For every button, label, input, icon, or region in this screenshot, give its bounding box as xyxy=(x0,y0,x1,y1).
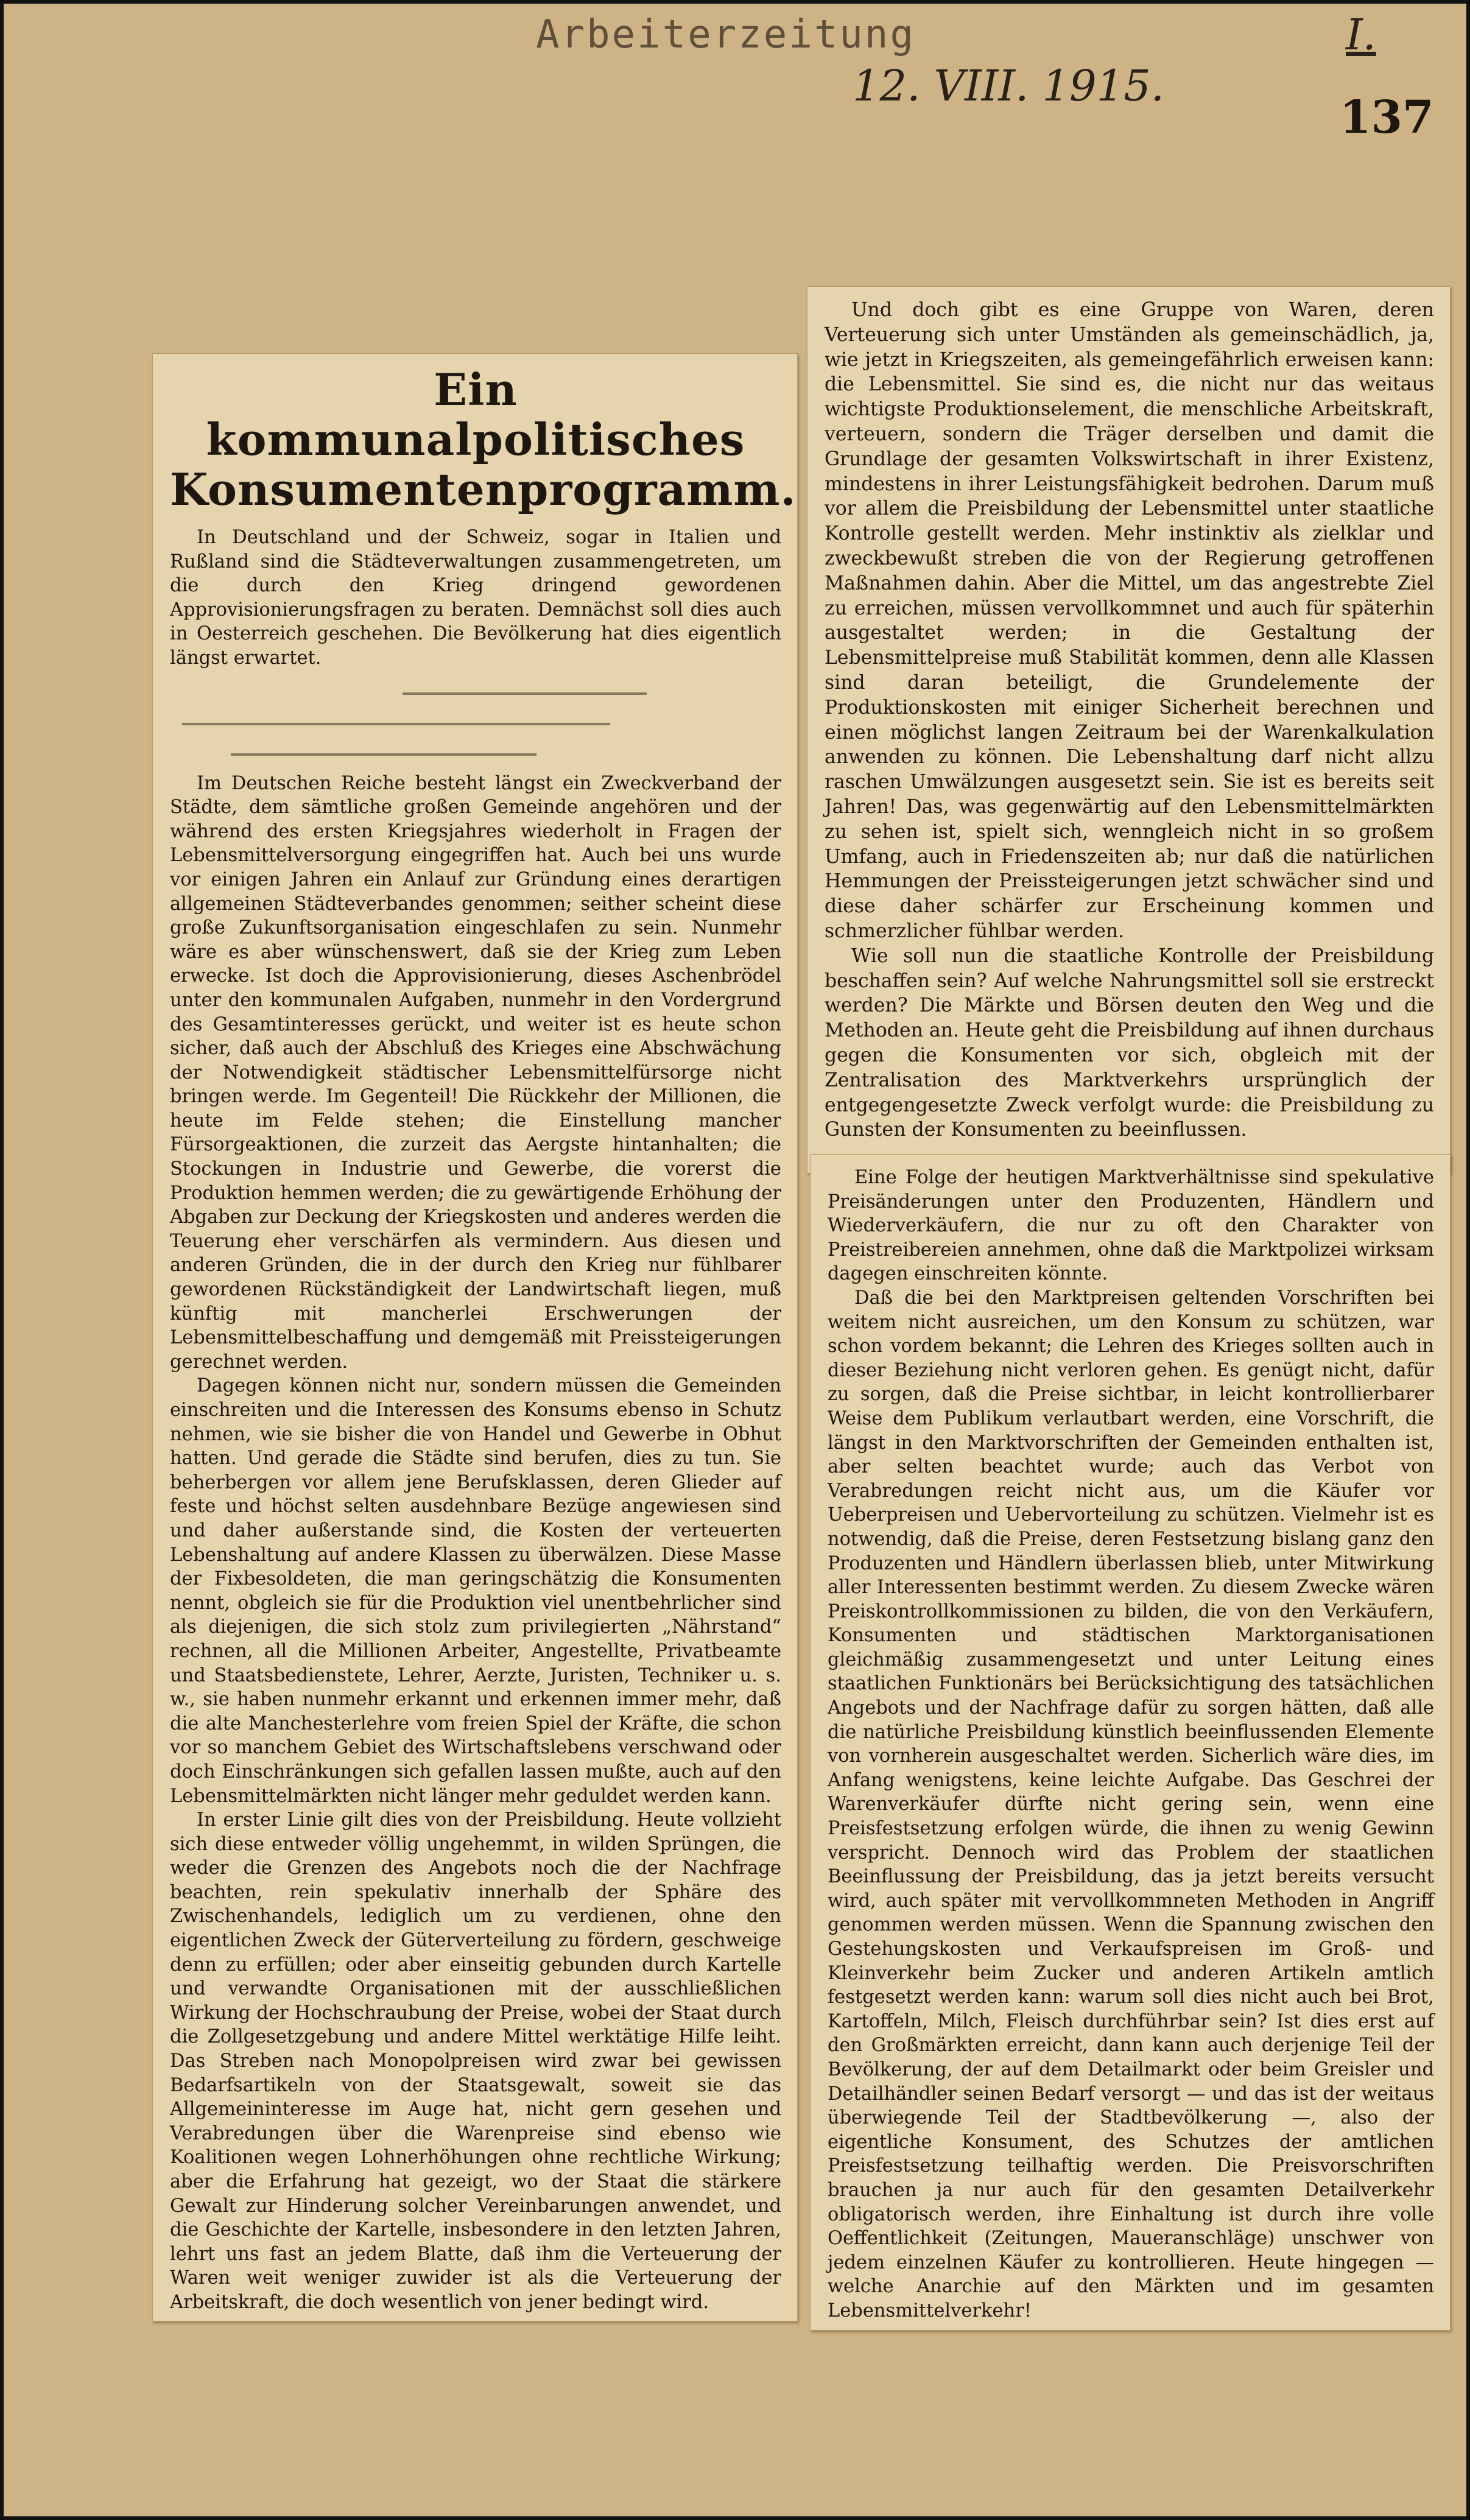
page-number: 137 xyxy=(1340,91,1434,144)
paragraph-right-4: Daß die bei den Marktpreisen geltenden Vorschriften bei weitem nicht ausreichen, um den Konsum zu schützen, war schon vordem bekannt; die Lehren des Krieges sollten auch in dieser Beziehung nicht verloren gehen. Es genügt nicht, dafür zu sorgen, daß die Preise sichtbar, in leicht kontrollierbarer Weise dem Publikum verlautbart werden, eine Vorschrift, die längst in den Marktvorschriften der Gemeinden enthalten ist, aber selten beachtet wurde; auch das Verbot von Verabredungen reicht nicht aus, um die Käufer vor Ueberpreisen und Uebervorteilung zu schützen. Vielmehr ist es notwendig, daß die Preise, deren Festsetzung bislang ganz den Produzenten und Händlern überlassen blieb, unter Mitwirkung aller Interessenten bestimmt werden. Zu diesem Zwecke wären Preiskontrollkommissionen zu bilden, die von den Verkäufern, Konsumenten und städtischen Marktorganisationen gleichmäßig zusammengesetzt und unter Leitung eines staatlichen Funktionärs bei Berücksichtigung des tatsächlichen Angebots und der Nachfrage dafür zu sorgen hätten, daß alle die natürliche Preisbildung künstlich beeinflussenden Elemente von vornherein ausgeschaltet werden. Sicherlich wäre dies, im Anfang wenigstens, keine leichte Aufgabe. Das Geschrei der Warenverkäufer dürfte nicht gering sein, wenn eine Preisfestsetzung erfolgen würde, die ihnen zu wenig Gewinn verspricht. Dennoch wird das Problem der staatlichen Beeinflussung der Preisbildung, das ja jetzt bereits versucht wird, auch später mit vervollkommneten Methoden in Angriff genommen werden müssen. Wenn die Spannung zwischen den Gestehungskosten und Verkaufspreisen im Groß- und Kleinverkehr beim Zucker und anderen Artikeln amtlich festgesetzt werden kann: warum soll dies nicht auch bei Brot, Kartoffeln, Milch, Fleisch durchführbar sein? Ist dies erst auf den Großmärkten erreicht, dann kann auch derjenige Teil der Bevölkerung, der auf dem Detailmarkt oder beim Greisler und Detailhändler seinen Bedarf versorgt — und das ist der weitaus überwiegende Teil der Stadtbevölkerung —, also der eigentliche Konsument, des Schutzes der amtlichen Preisfestsetzung teilhaftig werden. Die Preisvorschriften brauchen ja nur auch für den gesamten Detailverkehr obligatorisch werden, ihre Einhaltung ist durch ihre volle Oeffentlichkeit (Zeitungen, Maueranschläge) unschwer von jedem einzelnen Käufer zu kontrollieren. Heute hingegen — welche Anarchie auf den Märkten und im gesamten Lebensmittelverkehr! xyxy=(828,1287,1434,2321)
paragraph-left-4: In erster Linie gilt dies von der Preisbildung. Heute vollzieht sich diese entweder völlig ungehemmt, in wilden Sprüngen, die weder die Grenzen des Angebots noch die der Nachfrage beachten, rein spekulativ innerhalb der Sphäre des Zwischenhandels, lediglich um zu verdienen, ohne den eigentlichen Zweck der Güterverteilung zu fördern, geschweige denn zu erfüllen; oder aber einseitig gebunden durch Kartelle und verwandte Organisationen mit der ausschließlichen Wirkung der Hochschraubung der Preise, wobei der Staat durch die Zollgesetzgebung und andere Mittel werktätige Hilfe leiht. Das Streben nach Monopolpreisen wird zwar bei gewissen Bedarfsartikeln von der Staatsgewalt, soweit sie das Allgemeininteresse im Auge hat, nicht gern gesehen und Verabredungen über die Warenpreise sind ebenso wie Koalitionen wegen Lohnerhöhungen ohne rechtliche Wirkung; aber die Erfahrung hat gezeigt, wo der Staat die stärkere Gewalt zur Hinderung solcher Vereinbarungen anwendet, und die Geschichte der Kartelle, insbesondere in den letzten Jahren, lehrt uns fast an jedem Blatte, daß ihm die Verteuerung der Waren weit weniger zuwider ist als die Verteuerung der Arbeitskraft, die doch wesentlich von jener bedingt wird. xyxy=(170,1809,781,2313)
paragraph-left-1: In Deutschland und der Schweiz, sogar in Italien und Rußland sind die Städteverwaltungen zusammengetreten, um die durch den Krieg dringend gewordenen Approvisionierungsfragen zu beraten. Demnächst soll dies auch in Oesterreich geschehen. Die Bevölkerung hat dies eigentlich längst erwartet. xyxy=(170,527,781,669)
clipping-right-bottom xyxy=(810,1154,1451,2331)
censored-blank xyxy=(170,674,781,766)
paragraph-right-3: Eine Folge der heutigen Marktverhältnisse sind spekulative Preisänderungen unter den Produzenten, Händlern und Wiederverkäufern, die nur zu oft den Charakter von Preistreibereien annehmen, ohne daß die Marktpolizei wirksam dagegen einschreiten könnte. xyxy=(828,1167,1434,1285)
clipping-left-column xyxy=(152,353,798,2321)
paragraph-right-1: Und doch gibt es eine Gruppe von Waren, deren Verteuerung sich unter Umständen als gemeinschädlich, ja, wie jetzt in Kriegszeiten, als gemeingefährlich erweisen kann: die Lebensmittel. Sie sind es, die nicht nur das weitaus wichtigste Produktionselement, die menschliche Arbeitskraft, verteuern, sondern die Träger derselben und damit die Grundlage der gesamten Volkswirtschaft in ihrer Existenz, mindestens in ihrer Leistungsfähigkeit bedrohen. Darum muß vor allem die Preisbildung der Lebensmittel unter staatliche Kontrolle gestellt werden. Mehr instinktiv als zielklar und zweckbewußt streben die von der Regierung getroffenen Maßnahmen dahin. Aber die Mittel, um das angestrebte Ziel zu erreichen, müssen vervollkommnet und auch für späterhin ausgestaltet werden; in die Gestaltung der Lebensmittelpreise muß Stabilität kommen, denn alle Klassen sind daran beteiligt, die Grundelemente der Produktionskosten mit einiger Sicherheit berechnen und einen möglichst langen Zeitraum bei der Warenkalkulation anwenden zu können. Die Lebenshaltung darf nicht allzu raschen Umwälzungen ausgesetzt sein. Sie ist es bereits seit Jahren! Das, was gegenwärtig auf den Lebensmittelmärkten zu sehen ist, spielt sich, wenngleich nicht in so großem Umfang, auch in Friedenszeiten ab; nur daß die natürlichen Hemmungen der Preissteigerungen jetzt schwächer sind und diese daher schärfer zur Erscheinung kommen und schmerzlicher fühlbar werden. xyxy=(825,299,1434,942)
paragraph-left-2: Im Deutschen Reiche besteht längst ein Zweckverband der Städte, dem sämtliche großen Gemeinde angehören und der während des ersten Kriegsjahres wiederholt in Fragen der Lebensmittelversorgung eingegriffen hat. Auch bei uns wurde vor einigen Jahren ein Anlauf zur Gründung eines derartigen allgemeinen Städteverbandes genommen; seither scheint diese große Zukunftsorganisation eingeschlafen zu sein. Nunmehr wäre es aber wünschenswert, daß sie der Krieg zum Leben erwecke. Ist doch die Approvisionierung, dieses Aschenbrödel unter den kommunalen Aufgaben, nunmehr in den Vordergrund des Gesamtinteresses gerückt, und weiter ist es heute schon sicher, daß auch der Abschluß des Krieges eine Abschwächung der Notwendigkeit städtischer Lebensmittelfürsorge nicht bringen werde. Im Gegenteil! Die Rückkehr der Millionen, die heute im Felde stehen; die Einstellung mancher Fürsorgeaktionen, die zurzeit das Aergste hintanhalten; die Stockungen in Industrie und Gewerbe, die vorerst die Produktion hemmen werden; die zu gewärtigende Erhöhung der Abgaben zur Deckung der Kriegskosten und anderes werden die Teuerung eher verschärfen als vermindern. Aus diesen und anderen Gründen, die in der durch den Krieg nur fühlbarer gewordenen Rückständigkeit der Landwirtschaft liegen, muß künftig mit mancherlei Erschwerungen der Lebensmittelbeschaffung und demgemäß mit Preissteigerungen gerechnet werden. xyxy=(170,772,781,1373)
handwritten-date: 12. VIII. 1915. xyxy=(853,61,1164,111)
paragraph-right-2: Wie soll nun die staatliche Kontrolle der Preisbildung beschaffen sein? Auf welche Nahrungsmittel soll sie erstreckt werden? Die Märkte und Börsen deuten den Weg und die Methoden an. Heute geht die Preisbildung auf ihnen durchaus gegen die Konsumenten vor sich, obgleich mit der Zentralisation des Marktverkehrs ursprünglich der entgegengesetzte Zweck verfolgt wurde: die Preisbildung zu Gunsten der Konsumenten zu beeinflussen. xyxy=(825,945,1434,1141)
paragraph-left-3: Dagegen können nicht nur, sondern müssen die Gemeinden einschreiten und die Interessen des Konsums ebenso in Schutz nehmen, wie sie bisher die von Handel und Gewerbe in Obhut hatten. Und gerade die Städte sind berufen, dies zu tun. Sie beherbergen vor allem jene Berufsklassen, deren Glieder auf feste und höchst selten ausdehnbare Bezüge angewiesen sind und daher außerstande sind, die Kosten der verteuerten Lebenshaltung auf andere Klassen zu überwälzen. Diese Masse der Fixbesoldeten, die man geringschätzig die Konsumenten nennt, obgleich sie für die Produktion viel unentbehrlicher sind als diejenigen, die sich stolz zum privilegierten „Nährstand“ rechnen, all die Millionen Arbeiter, Angestellte, Privatbeamte und Staatsbedienstete, Lehrer, Aerzte, Juristen, Techniker u. s. w., sie haben nunmehr erkannt und erkennen immer mehr, daß die alte Manchesterlehre vom freien Spiel der Kräfte, die schon vor so manchem Gebiet des Wirtschaftslebens verschwand oder doch Einschränkungen sich gefallen lassen mußte, auch auf den Lebensmittelmärkten nicht länger mehr geduldet werden kann. xyxy=(170,1375,781,1807)
handwritten-mark: I. xyxy=(1346,10,1376,60)
article-title: Ein kommunalpolitisches Konsumentenprogramm. xyxy=(170,364,797,515)
clipping-right-top xyxy=(807,286,1451,1174)
newspaper-stamp: Arbeiterzeitung xyxy=(536,12,915,57)
